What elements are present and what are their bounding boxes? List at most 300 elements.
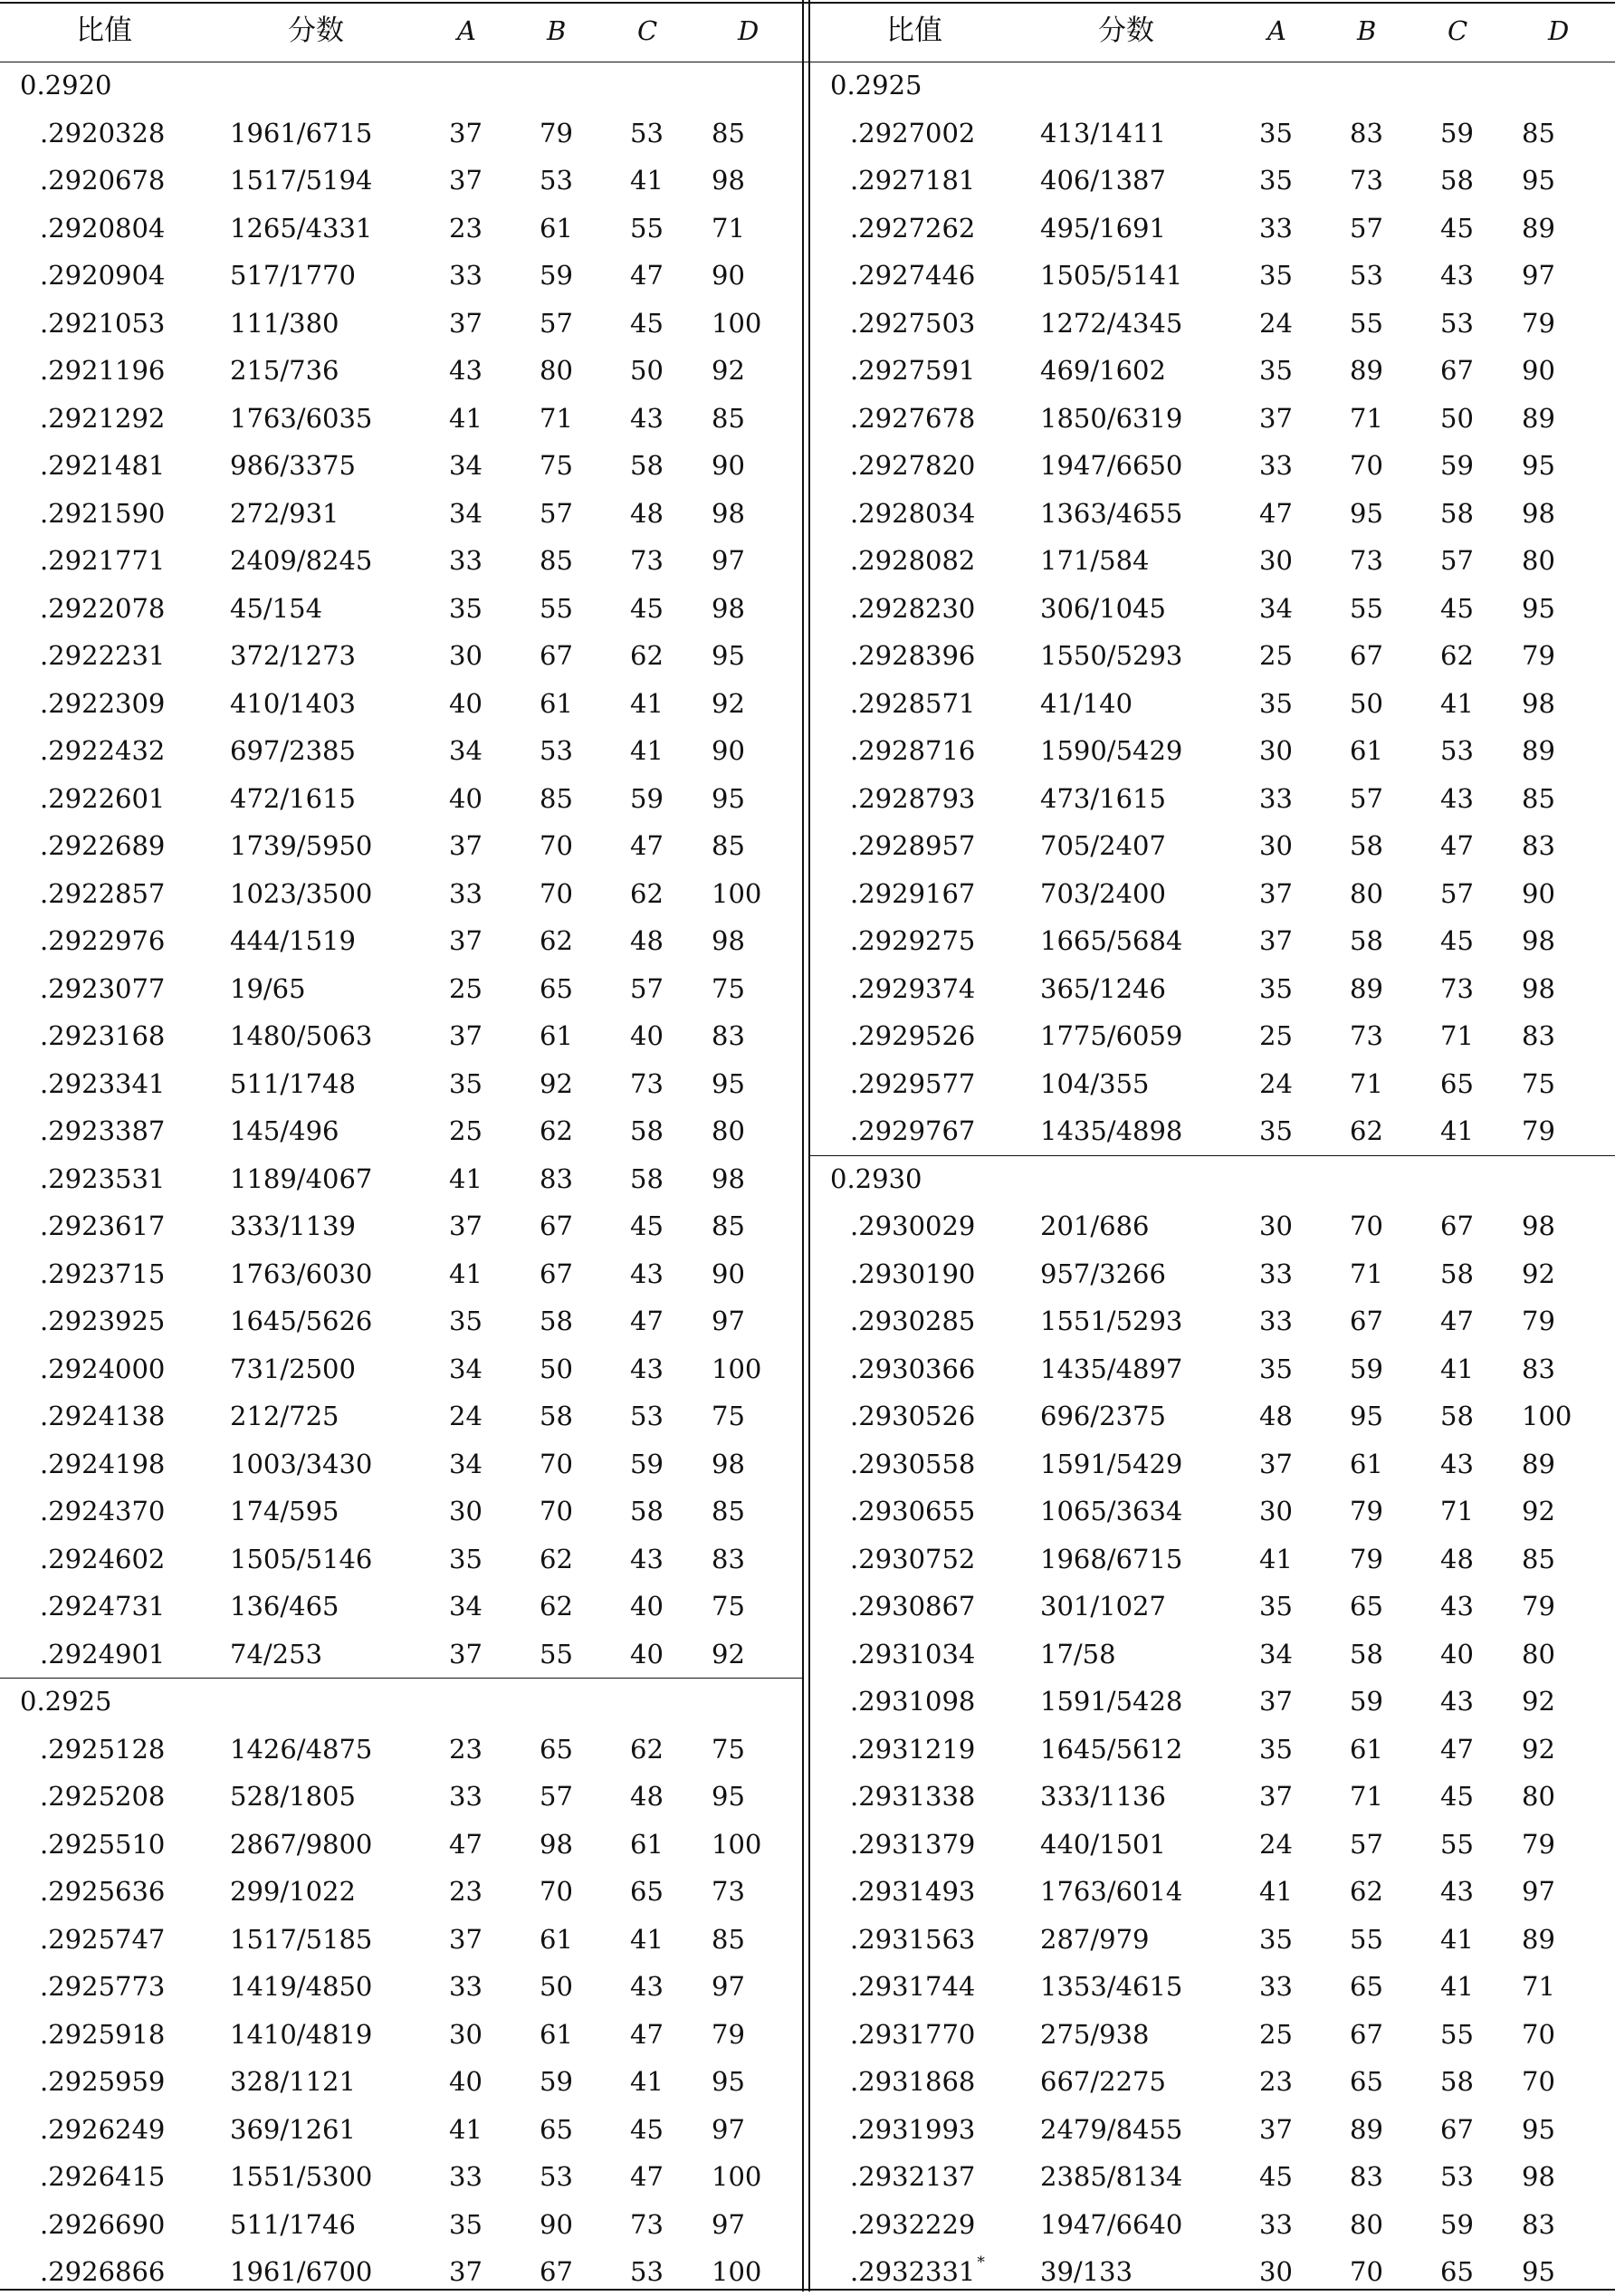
a-cell: 35 bbox=[449, 592, 483, 624]
a-cell: 25 bbox=[449, 1115, 483, 1146]
table-row bbox=[0, 442, 804, 490]
table-row bbox=[0, 1916, 804, 1964]
a-cell: 23 bbox=[1259, 2066, 1293, 2097]
b-cell: 55 bbox=[1350, 592, 1383, 624]
table-row bbox=[810, 1107, 1615, 1155]
a-cell: 25 bbox=[1259, 1020, 1293, 1051]
table-row bbox=[810, 1631, 1615, 1679]
a-cell: 47 bbox=[1259, 497, 1293, 529]
fraction-cell: 372/1273 bbox=[230, 640, 356, 671]
ratio-cell: .2930526 bbox=[850, 1401, 976, 1431]
table-row bbox=[810, 157, 1615, 205]
a-cell: 35 bbox=[1259, 972, 1293, 1004]
b-cell: 73 bbox=[1350, 1020, 1383, 1051]
fraction-cell: 19/65 bbox=[230, 972, 306, 1004]
fraction-cell: 1775/6059 bbox=[1040, 1020, 1183, 1051]
d-cell: 95 bbox=[712, 782, 745, 814]
fraction-cell: 74/253 bbox=[230, 1638, 323, 1669]
a-cell: 35 bbox=[1259, 165, 1293, 196]
b-cell: 65 bbox=[540, 1733, 573, 1765]
d-cell: 85 bbox=[712, 1210, 745, 1241]
ratio-cell: .2931868 bbox=[850, 2066, 976, 2097]
b-cell: 58 bbox=[1350, 1638, 1383, 1669]
table-row bbox=[810, 1488, 1615, 1535]
a-cell: 33 bbox=[1259, 1306, 1293, 1336]
d-cell: 70 bbox=[1522, 2018, 1555, 2050]
d-cell: 95 bbox=[712, 2066, 745, 2097]
table-row bbox=[0, 157, 804, 205]
d-cell: 98 bbox=[712, 497, 745, 529]
d-cell: 89 bbox=[1522, 1448, 1555, 1479]
b-cell: 61 bbox=[1350, 1733, 1383, 1765]
d-cell: 89 bbox=[1522, 402, 1555, 434]
ratio-cell: .2922231 bbox=[40, 640, 166, 671]
section-label: 0.2920 bbox=[20, 70, 112, 100]
a-cell: 40 bbox=[449, 782, 483, 814]
section-header bbox=[0, 1678, 804, 1726]
c-cell: 45 bbox=[1440, 1781, 1474, 1812]
ratio-cell: .2929767 bbox=[850, 1115, 976, 1146]
fraction-cell: 957/3266 bbox=[1040, 1258, 1166, 1289]
b-cell: 61 bbox=[540, 1020, 573, 1051]
d-cell: 98 bbox=[712, 592, 745, 624]
a-cell: 33 bbox=[449, 260, 483, 291]
fraction-cell: 1947/6650 bbox=[1040, 450, 1183, 481]
ratio-cell: .2931379 bbox=[850, 1828, 976, 1860]
a-cell: 30 bbox=[449, 2018, 483, 2050]
ratio-cell: .2929275 bbox=[850, 925, 976, 956]
ratio-cell: .2930366 bbox=[850, 1353, 976, 1384]
fraction-cell: 1550/5293 bbox=[1040, 640, 1183, 671]
table-row bbox=[0, 2011, 804, 2059]
fraction-cell: 1763/6030 bbox=[230, 1258, 373, 1289]
a-cell: 34 bbox=[449, 1353, 483, 1384]
d-cell: 95 bbox=[1522, 592, 1555, 624]
b-cell: 50 bbox=[1350, 687, 1383, 719]
d-cell: 85 bbox=[712, 1923, 745, 1955]
b-cell: 71 bbox=[1350, 402, 1383, 434]
ratio-cell: .2928396 bbox=[850, 640, 976, 671]
d-cell: 97 bbox=[712, 545, 745, 576]
c-cell: 71 bbox=[1440, 1496, 1474, 1526]
a-cell: 35 bbox=[1259, 687, 1293, 719]
table-row bbox=[0, 1773, 804, 1821]
section-header bbox=[810, 1155, 1615, 1203]
ratio-cell: .2923531 bbox=[40, 1162, 166, 1194]
fraction-cell: 333/1136 bbox=[1040, 1781, 1166, 1812]
ratio-cell: .2931770 bbox=[850, 2018, 976, 2050]
table-row bbox=[0, 1535, 804, 1583]
c-cell: 43 bbox=[1440, 1448, 1474, 1479]
c-cell: 45 bbox=[630, 1210, 664, 1241]
fraction-cell: 1426/4875 bbox=[230, 1733, 373, 1765]
b-cell: 58 bbox=[540, 1306, 573, 1336]
ratio-cell: .2928034 bbox=[850, 497, 976, 529]
table-row bbox=[810, 537, 1615, 585]
ratio-cell: .2923715 bbox=[40, 1258, 166, 1289]
header-fraction: 分数 bbox=[1098, 14, 1154, 47]
fraction-cell: 41/140 bbox=[1040, 687, 1133, 719]
fraction-cell: 1065/3634 bbox=[1040, 1496, 1183, 1526]
ratio-cell: .2924370 bbox=[40, 1496, 166, 1526]
ratio-cell: .2927820 bbox=[850, 450, 976, 481]
ratio-cell: .2920904 bbox=[40, 260, 166, 291]
fraction-cell: 1968/6715 bbox=[1040, 1543, 1183, 1574]
d-cell: 73 bbox=[712, 1876, 745, 1907]
a-cell: 35 bbox=[1259, 1923, 1293, 1955]
table-row bbox=[810, 1202, 1615, 1250]
table-row bbox=[0, 1060, 804, 1108]
b-cell: 58 bbox=[1350, 830, 1383, 861]
c-cell: 53 bbox=[630, 117, 664, 148]
a-cell: 25 bbox=[1259, 2018, 1293, 2050]
table-row bbox=[810, 2058, 1615, 2106]
ratio-cell: .2920804 bbox=[40, 212, 166, 244]
a-cell: 30 bbox=[1259, 2256, 1293, 2287]
fraction-cell: 1591/5429 bbox=[1040, 1448, 1183, 1479]
table-row bbox=[0, 2058, 804, 2106]
c-cell: 59 bbox=[630, 782, 664, 814]
a-cell: 33 bbox=[1259, 212, 1293, 244]
c-cell: 50 bbox=[630, 355, 664, 386]
ratio-cell: .2925510 bbox=[40, 1828, 166, 1860]
ratio-cell: .2928716 bbox=[850, 735, 976, 766]
a-cell: 24 bbox=[449, 1401, 483, 1431]
table-row bbox=[810, 1773, 1615, 1821]
b-cell: 75 bbox=[540, 450, 573, 481]
a-cell: 35 bbox=[1259, 260, 1293, 291]
c-cell: 40 bbox=[630, 1638, 664, 1669]
ratio-cell: .2920678 bbox=[40, 165, 166, 196]
a-cell: 37 bbox=[1259, 925, 1293, 956]
fraction-cell: 1947/6640 bbox=[1040, 2208, 1183, 2240]
c-cell: 43 bbox=[630, 402, 664, 434]
b-cell: 58 bbox=[540, 1401, 573, 1431]
c-cell: 58 bbox=[630, 1496, 664, 1526]
a-cell: 30 bbox=[1259, 830, 1293, 861]
c-cell: 45 bbox=[630, 2113, 664, 2145]
a-cell: 41 bbox=[449, 402, 483, 434]
a-cell: 33 bbox=[449, 1971, 483, 2002]
b-cell: 80 bbox=[1350, 877, 1383, 909]
b-cell: 53 bbox=[1350, 260, 1383, 291]
d-cell: 90 bbox=[712, 450, 745, 481]
b-cell: 73 bbox=[1350, 545, 1383, 576]
a-cell: 37 bbox=[449, 2256, 483, 2287]
header-b: B bbox=[547, 15, 567, 46]
table-row bbox=[0, 870, 804, 918]
ratio-cell: .2930655 bbox=[850, 1496, 976, 1526]
b-cell: 70 bbox=[540, 1496, 573, 1526]
a-cell: 25 bbox=[1259, 640, 1293, 671]
d-cell: 97 bbox=[712, 2208, 745, 2240]
ratio-cell: .2927002 bbox=[850, 117, 976, 148]
d-cell: 79 bbox=[1522, 1115, 1555, 1146]
d-cell: 70 bbox=[1522, 2066, 1555, 2097]
d-cell: 89 bbox=[1522, 212, 1555, 244]
header-ratio: 比值 bbox=[886, 14, 942, 47]
table-row bbox=[810, 347, 1615, 395]
ratio-cell: .2925918 bbox=[40, 2018, 166, 2050]
b-cell: 61 bbox=[540, 2018, 573, 2050]
table-row bbox=[0, 537, 804, 585]
a-cell: 37 bbox=[449, 1210, 483, 1241]
a-cell: 33 bbox=[1259, 450, 1293, 481]
ratio-cell: .2924731 bbox=[40, 1591, 166, 1622]
a-cell: 37 bbox=[449, 830, 483, 861]
ratio-cell: .2925636 bbox=[40, 1876, 166, 1907]
b-cell: 55 bbox=[1350, 1923, 1383, 1955]
b-cell: 58 bbox=[1350, 925, 1383, 956]
fraction-cell: 444/1519 bbox=[230, 925, 356, 956]
b-cell: 95 bbox=[1350, 1401, 1383, 1431]
c-cell: 45 bbox=[1440, 592, 1474, 624]
ratio-cell: .2929577 bbox=[850, 1067, 976, 1099]
table-row bbox=[810, 917, 1615, 965]
b-cell: 67 bbox=[540, 1210, 573, 1241]
c-cell: 43 bbox=[1440, 260, 1474, 291]
a-cell: 41 bbox=[449, 1162, 483, 1194]
d-cell: 85 bbox=[1522, 782, 1555, 814]
ratio-cell: .2922976 bbox=[40, 925, 166, 956]
ratio-cell: .2924602 bbox=[40, 1543, 166, 1574]
fraction-cell: 1961/6700 bbox=[230, 2256, 373, 2287]
a-cell: 33 bbox=[1259, 1258, 1293, 1289]
c-cell: 41 bbox=[630, 687, 664, 719]
header-c: C bbox=[637, 15, 658, 46]
c-cell: 55 bbox=[1440, 2018, 1474, 2050]
a-cell: 48 bbox=[1259, 1401, 1293, 1431]
a-cell: 25 bbox=[449, 972, 483, 1004]
table-row bbox=[0, 1392, 804, 1440]
d-cell: 75 bbox=[712, 972, 745, 1004]
ratio-cell: .2924000 bbox=[40, 1353, 166, 1384]
c-cell: 62 bbox=[1440, 640, 1474, 671]
d-cell: 83 bbox=[1522, 2208, 1555, 2240]
ratio-cell: .2922432 bbox=[40, 735, 166, 766]
c-cell: 43 bbox=[1440, 1591, 1474, 1622]
fraction-cell: 703/2400 bbox=[1040, 877, 1166, 909]
d-cell: 92 bbox=[712, 1638, 745, 1669]
ratio-cell: .2925959 bbox=[40, 2066, 166, 2097]
table-row bbox=[810, 442, 1615, 490]
d-cell: 92 bbox=[712, 355, 745, 386]
d-cell: 85 bbox=[1522, 1543, 1555, 1574]
fraction-cell: 328/1121 bbox=[230, 2066, 356, 2097]
ratio-cell: .2929526 bbox=[850, 1020, 976, 1051]
fraction-cell: 1023/3500 bbox=[230, 877, 373, 909]
table-row bbox=[810, 585, 1615, 633]
ratio-cell: .2921481 bbox=[40, 450, 166, 481]
d-cell: 83 bbox=[1522, 1353, 1555, 1384]
table-row bbox=[810, 1916, 1615, 1964]
footnote-mark: * bbox=[977, 2253, 985, 2272]
table-row bbox=[0, 1250, 804, 1298]
ratio-cell: .2921292 bbox=[40, 402, 166, 434]
right-table-half bbox=[810, 0, 1615, 2291]
b-cell: 70 bbox=[540, 1448, 573, 1479]
b-cell: 83 bbox=[1350, 117, 1383, 148]
ratio-cell: .2922601 bbox=[40, 782, 166, 814]
c-cell: 55 bbox=[1440, 1828, 1474, 1860]
ratio-cell: .2928793 bbox=[850, 782, 976, 814]
c-cell: 41 bbox=[1440, 1923, 1474, 1955]
c-cell: 47 bbox=[1440, 1733, 1474, 1765]
d-cell: 100 bbox=[712, 2256, 762, 2287]
ratio-cell: .2928082 bbox=[850, 545, 976, 576]
ratio-cell: .2927262 bbox=[850, 212, 976, 244]
a-cell: 33 bbox=[449, 1781, 483, 1812]
c-cell: 45 bbox=[1440, 925, 1474, 956]
d-cell: 92 bbox=[712, 687, 745, 719]
a-cell: 41 bbox=[1259, 1876, 1293, 1907]
c-cell: 48 bbox=[630, 1781, 664, 1812]
c-cell: 48 bbox=[630, 925, 664, 956]
ratio-cell: .2932137 bbox=[850, 2161, 976, 2192]
table-row bbox=[0, 1012, 804, 1060]
c-cell: 45 bbox=[630, 307, 664, 339]
table-row bbox=[0, 2106, 804, 2154]
a-cell: 30 bbox=[1259, 735, 1293, 766]
fraction-cell: 299/1022 bbox=[230, 1876, 356, 1907]
fraction-cell: 986/3375 bbox=[230, 450, 356, 481]
c-cell: 53 bbox=[1440, 307, 1474, 339]
fraction-cell: 1551/5293 bbox=[1040, 1306, 1183, 1336]
a-cell: 35 bbox=[1259, 1733, 1293, 1765]
a-cell: 37 bbox=[1259, 402, 1293, 434]
ratio-cell: .2927181 bbox=[850, 165, 976, 196]
c-cell: 58 bbox=[1440, 1258, 1474, 1289]
b-cell: 73 bbox=[1350, 165, 1383, 196]
c-cell: 59 bbox=[1440, 450, 1474, 481]
fraction-cell: 1591/5428 bbox=[1040, 1686, 1183, 1717]
c-cell: 67 bbox=[1440, 1210, 1474, 1241]
c-cell: 57 bbox=[1440, 545, 1474, 576]
d-cell: 92 bbox=[1522, 1496, 1555, 1526]
fraction-cell: 1189/4067 bbox=[230, 1162, 373, 1194]
ratio-cell: .2931563 bbox=[850, 1923, 976, 1955]
table-row bbox=[810, 1963, 1615, 2011]
b-cell: 65 bbox=[540, 2113, 573, 2145]
c-cell: 47 bbox=[630, 830, 664, 861]
a-cell: 37 bbox=[1259, 1781, 1293, 1812]
table-row bbox=[0, 205, 804, 253]
table-row bbox=[0, 347, 804, 395]
table-row bbox=[810, 1821, 1615, 1869]
a-cell: 45 bbox=[1259, 2161, 1293, 2192]
b-cell: 85 bbox=[540, 782, 573, 814]
header-ratio: 比值 bbox=[76, 14, 132, 47]
ratio-cell: .2923077 bbox=[40, 972, 166, 1004]
section-label: 0.2930 bbox=[830, 1162, 922, 1194]
a-cell: 41 bbox=[449, 1258, 483, 1289]
a-cell: 37 bbox=[449, 307, 483, 339]
header-b: B bbox=[1357, 15, 1377, 46]
a-cell: 30 bbox=[449, 1496, 483, 1526]
d-cell: 90 bbox=[1522, 877, 1555, 909]
b-cell: 57 bbox=[540, 307, 573, 339]
b-cell: 71 bbox=[1350, 1067, 1383, 1099]
fraction-cell: 410/1403 bbox=[230, 687, 356, 719]
fraction-cell: 145/496 bbox=[230, 1115, 339, 1146]
ratio-cell: .2926866 bbox=[40, 2256, 166, 2287]
b-cell: 62 bbox=[1350, 1115, 1383, 1146]
b-cell: 53 bbox=[540, 2161, 573, 2192]
fraction-cell: 495/1691 bbox=[1040, 212, 1166, 244]
d-cell: 79 bbox=[1522, 640, 1555, 671]
c-cell: 62 bbox=[630, 1733, 664, 1765]
table-row bbox=[810, 110, 1615, 158]
fraction-cell: 406/1387 bbox=[1040, 165, 1166, 196]
fraction-cell: 201/686 bbox=[1040, 1210, 1150, 1241]
b-cell: 62 bbox=[540, 1543, 573, 1574]
fraction-cell: 39/133 bbox=[1040, 2256, 1133, 2287]
c-cell: 58 bbox=[1440, 1401, 1474, 1431]
table-row bbox=[810, 1345, 1615, 1393]
d-cell: 95 bbox=[1522, 2256, 1555, 2287]
d-cell: 85 bbox=[712, 402, 745, 434]
d-cell: 71 bbox=[1522, 1971, 1555, 2002]
fraction-cell: 511/1748 bbox=[230, 1067, 356, 1099]
d-cell: 75 bbox=[712, 1401, 745, 1431]
fraction-cell: 333/1139 bbox=[230, 1210, 356, 1241]
table-row bbox=[0, 917, 804, 965]
c-cell: 53 bbox=[630, 1401, 664, 1431]
d-cell: 71 bbox=[712, 212, 745, 244]
b-cell: 59 bbox=[540, 260, 573, 291]
d-cell: 79 bbox=[712, 2018, 745, 2050]
c-cell: 67 bbox=[1440, 2113, 1474, 2145]
fraction-cell: 1517/5194 bbox=[230, 165, 373, 196]
header-row-right bbox=[810, 7, 1615, 55]
fraction-cell: 1961/6715 bbox=[230, 117, 373, 148]
ratio-cell: .2928230 bbox=[850, 592, 976, 624]
table-row bbox=[810, 1726, 1615, 1774]
table-row bbox=[0, 1202, 804, 1250]
fraction-cell: 1435/4897 bbox=[1040, 1353, 1183, 1384]
fraction-cell: 306/1045 bbox=[1040, 592, 1166, 624]
b-cell: 67 bbox=[1350, 640, 1383, 671]
fraction-cell: 1363/4655 bbox=[1040, 497, 1183, 529]
fraction-cell: 136/465 bbox=[230, 1591, 339, 1622]
d-cell: 80 bbox=[1522, 1638, 1555, 1669]
b-cell: 71 bbox=[540, 402, 573, 434]
c-cell: 58 bbox=[630, 1162, 664, 1194]
d-cell: 97 bbox=[712, 2113, 745, 2145]
a-cell: 47 bbox=[449, 1828, 483, 1860]
a-cell: 37 bbox=[449, 1020, 483, 1051]
fraction-cell: 1763/6014 bbox=[1040, 1876, 1183, 1907]
d-cell: 92 bbox=[1522, 1733, 1555, 1765]
table-row bbox=[810, 1583, 1615, 1631]
table-row bbox=[810, 1535, 1615, 1583]
a-cell: 34 bbox=[1259, 1638, 1293, 1669]
c-cell: 41 bbox=[1440, 1353, 1474, 1384]
table-row bbox=[810, 2106, 1615, 2154]
c-cell: 59 bbox=[1440, 2208, 1474, 2240]
c-cell: 53 bbox=[1440, 735, 1474, 766]
b-cell: 79 bbox=[540, 117, 573, 148]
header-a: A bbox=[1267, 15, 1286, 46]
a-cell: 37 bbox=[449, 165, 483, 196]
b-cell: 57 bbox=[1350, 212, 1383, 244]
table-row bbox=[0, 2248, 804, 2296]
b-cell: 59 bbox=[540, 2066, 573, 2097]
c-cell: 65 bbox=[1440, 2256, 1474, 2287]
ratio-cell: .2925773 bbox=[40, 1971, 166, 2002]
d-cell: 97 bbox=[1522, 1876, 1555, 1907]
table-row bbox=[0, 395, 804, 443]
